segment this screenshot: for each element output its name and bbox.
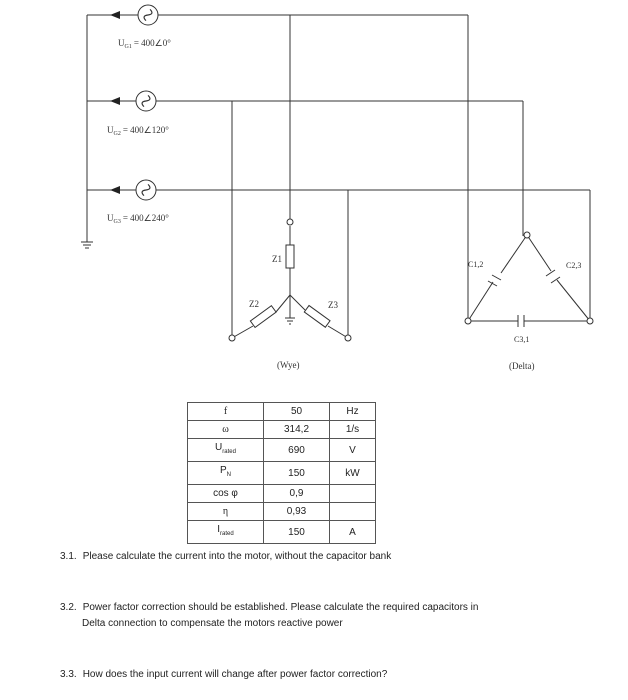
question-text: Power factor correction should be established. Please calculate the required capacitors in [82,602,479,613]
table-row [188,403,376,421]
table-row [188,439,376,462]
delta-caption: (Delta) [509,361,535,371]
param-symbol: $P_N$ [188,462,264,485]
source-2-label: $U_{G2}$ = 400∠120° [107,125,169,137]
param-value: 0,9 [264,485,330,503]
source-3-label: $U_{G3}$ = 400∠240° [107,213,169,225]
question-3-3 [60,667,387,683]
table-row [188,462,376,485]
table-row [188,421,376,439]
z1-label: Z1 [272,254,282,264]
param-unit: 1/s [330,421,376,439]
param-value: 50 [264,403,330,421]
table-row [188,521,376,544]
question-3-1 [60,549,391,565]
parameter-table [187,402,376,544]
param-unit [330,503,376,521]
param-symbol: f [188,403,264,421]
question-number: 3.3. [60,669,77,680]
param-unit [330,485,376,503]
param-symbol: ω [188,421,264,439]
question-text: How does the input current will change after power factor correction? [82,669,388,680]
source-1-label: $U_{G1}$ = 400∠0° [118,38,171,50]
param-unit: Hz [330,403,376,421]
c12-label: C1,2 [468,260,484,269]
param-symbol: η [188,503,264,521]
c23-label: C2,3 [566,261,582,270]
ground-icon [81,242,93,248]
param-symbol: $I_{rated}$ [188,521,264,544]
question-3-2 [60,600,478,632]
table-row [188,485,376,503]
c31-label: C3,1 [514,335,530,344]
capacitor-c12 [488,275,501,286]
param-value: 690 [264,439,330,462]
question-number: 3.2. [60,602,77,613]
table-row [188,503,376,521]
param-value: 150 [264,462,330,485]
wye-caption: (Wye) [277,360,300,370]
impedance-z1 [286,245,294,268]
question-text: Please calculate the current into the motor, without the capacitor bank [82,551,392,562]
param-symbol: $U_{rated}$ [188,439,264,462]
param-unit: V [330,439,376,462]
z2-label: Z2 [249,299,259,309]
param-unit: kW [330,462,376,485]
question-number: 3.1. [60,551,77,562]
ac-source-icon [136,5,158,200]
neutral-ground-icon [285,318,295,324]
param-unit: A [330,521,376,544]
z3-label: Z3 [328,300,338,310]
question-text-continued: Delta connection to compensate the motors reactive power [82,618,343,629]
param-value: 314,2 [264,421,330,439]
param-value: 150 [264,521,330,544]
param-symbol: cos φ [188,485,264,503]
terminal-nodes [229,219,593,341]
impedance-z3 [304,306,330,328]
param-value: 0,93 [264,503,330,521]
capacitor-c31 [518,315,524,327]
